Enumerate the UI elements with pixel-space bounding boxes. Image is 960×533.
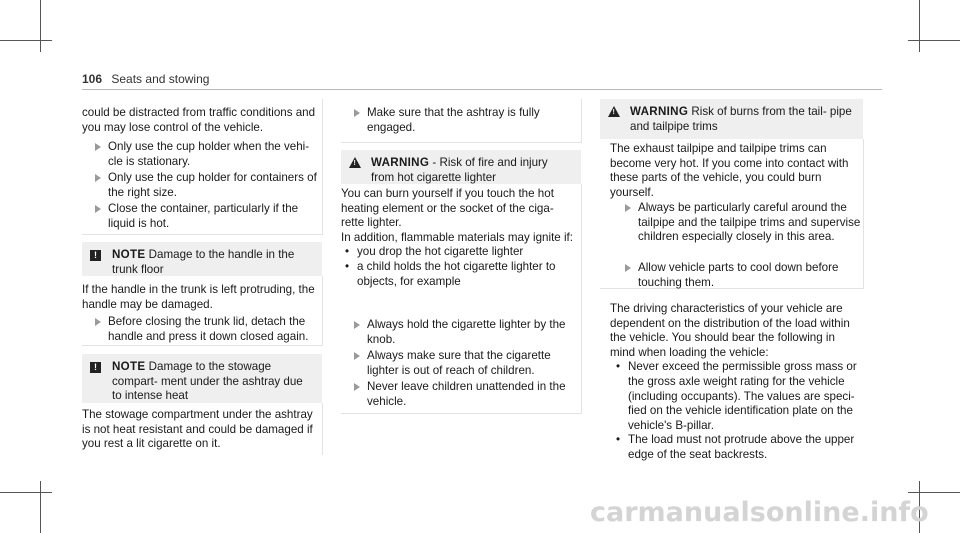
step-arrow-icon bbox=[354, 109, 360, 117]
step-item: Always make sure that the cigarette lighter is out of reach of children. bbox=[341, 349, 581, 378]
block-rule bbox=[581, 99, 582, 143]
crop-mark bbox=[919, 0, 920, 52]
warning-title: Risk of burns from the tail- pipe and tailpipe trims bbox=[630, 105, 852, 133]
step-arrow-icon bbox=[95, 318, 101, 326]
note-keyword: NOTE bbox=[112, 360, 146, 373]
step-arrow-icon bbox=[354, 352, 360, 360]
crop-mark bbox=[40, 0, 41, 52]
step-item: Close the container, particularly if the liquid is hot. bbox=[82, 202, 322, 231]
note-keyword: NOTE bbox=[112, 248, 146, 261]
block-rule bbox=[322, 99, 323, 235]
page-number: 106 bbox=[82, 72, 103, 86]
block-rule bbox=[322, 403, 323, 455]
warning-title: - Risk of fire and injury from hot cigarette lighter bbox=[371, 156, 548, 184]
note-header bbox=[82, 354, 322, 403]
note-body bbox=[82, 408, 318, 452]
note-header bbox=[82, 242, 322, 276]
bullet-item: • a child holds the hot cigarette lighter to objects, for example bbox=[345, 259, 556, 288]
header-rule bbox=[82, 89, 882, 90]
step-item: Always hold the cigarette lighter by the knob. bbox=[341, 318, 581, 347]
block-rule bbox=[581, 184, 582, 414]
step-item: Always be particularly careful around the tailpipe and the tailpipe trims and supervise children especially closely in this area. bbox=[612, 201, 866, 245]
step-arrow-icon bbox=[625, 264, 631, 272]
body-paragraph: The driving characteristics of your vehicle are dependent on the distribution of the load within the vehicle. You should bear the following in mind when loading the vehicle: bbox=[610, 302, 850, 359]
step-arrow-icon bbox=[95, 174, 101, 182]
crop-mark bbox=[908, 492, 960, 493]
bullet-item: • you drop the hot cigarette lighter bbox=[345, 245, 524, 259]
crop-mark bbox=[0, 492, 52, 493]
warning-header: ! WARNING Risk of burns from the tail- pipe and tailpipe trims bbox=[600, 99, 863, 139]
exclamation-icon: ! bbox=[90, 250, 101, 261]
column-3-text bbox=[610, 302, 860, 463]
warning-keyword: WARNING bbox=[630, 105, 689, 118]
warning-text: You can burn yourself if you touch the hot heating element or the socket of the ciga- rette lighter. bbox=[341, 187, 554, 230]
warning-text: The exhaust tailpipe and tailpipe trims can become very hot. If you come into contact with these parts of the vehicle, you could burn yourself. bbox=[610, 142, 849, 199]
step-item: Before closing the trunk lid, detach the handle and press it down closed again. bbox=[82, 315, 322, 344]
step-arrow-icon bbox=[354, 321, 360, 329]
warning-header: ! WARNING - Risk of fire and injury from hot cigarette lighter bbox=[341, 150, 581, 184]
step-item: Only use the cup holder for containers of the right size. bbox=[82, 171, 322, 200]
column-1 bbox=[82, 106, 322, 135]
note-body bbox=[82, 283, 318, 312]
step-arrow-icon bbox=[95, 205, 101, 213]
block-rule bbox=[82, 234, 322, 235]
step-arrow-icon bbox=[354, 383, 360, 391]
block-rule bbox=[341, 142, 581, 143]
step-arrow-icon bbox=[95, 143, 101, 151]
watermark: carmanualsonline.info bbox=[590, 497, 929, 528]
block-rule bbox=[322, 276, 323, 346]
section-title: Seats and stowing bbox=[111, 72, 210, 86]
running-header bbox=[82, 72, 209, 87]
block-rule bbox=[82, 345, 322, 346]
warning-body bbox=[341, 187, 577, 289]
note-title: Damage to the stowage compart- ment under the ashtray due to intense heat bbox=[112, 360, 303, 403]
step-item: Make sure that the ashtray is fully engaged. bbox=[341, 106, 581, 135]
intro-text: could be distracted from traffic conditions and you may lose control of the vehicle. bbox=[82, 106, 316, 134]
note-text: The stowage compartment under the ashtray is not heat resistant and could be damaged if you rest a lit cigarette on it. bbox=[82, 408, 313, 451]
block-rule bbox=[341, 413, 581, 414]
warning-keyword: WARNING bbox=[371, 156, 430, 169]
crop-mark bbox=[908, 40, 960, 41]
note-title: Damage to the handle in the trunk floor bbox=[112, 248, 295, 276]
bullet-item: • Never exceed the permissible gross mass or the gross axle weight rating for the vehicle (including occupants). The values are speci- fied on the vehicle identification plate on the vehicle's B-pillar. bbox=[616, 360, 857, 432]
step-item: Allow vehicle parts to cool down before touching them. bbox=[612, 261, 866, 290]
crop-mark bbox=[0, 40, 52, 41]
note-text: If the handle in the trunk is left protruding, the handle may be damaged. bbox=[82, 283, 315, 311]
step-item: Never leave children unattended in the vehicle. bbox=[341, 380, 581, 409]
warning-body bbox=[610, 142, 856, 200]
step-item: Only use the cup holder when the vehi- cle is stationary. bbox=[82, 140, 322, 169]
bullet-item: • The load must not protrude above the upper edge of the seat backrests. bbox=[616, 433, 855, 461]
crop-mark bbox=[40, 481, 41, 533]
exclamation-icon: ! bbox=[90, 362, 101, 373]
step-arrow-icon bbox=[625, 204, 631, 212]
warning-text: In addition, flammable materials may ignite if: bbox=[341, 230, 573, 244]
